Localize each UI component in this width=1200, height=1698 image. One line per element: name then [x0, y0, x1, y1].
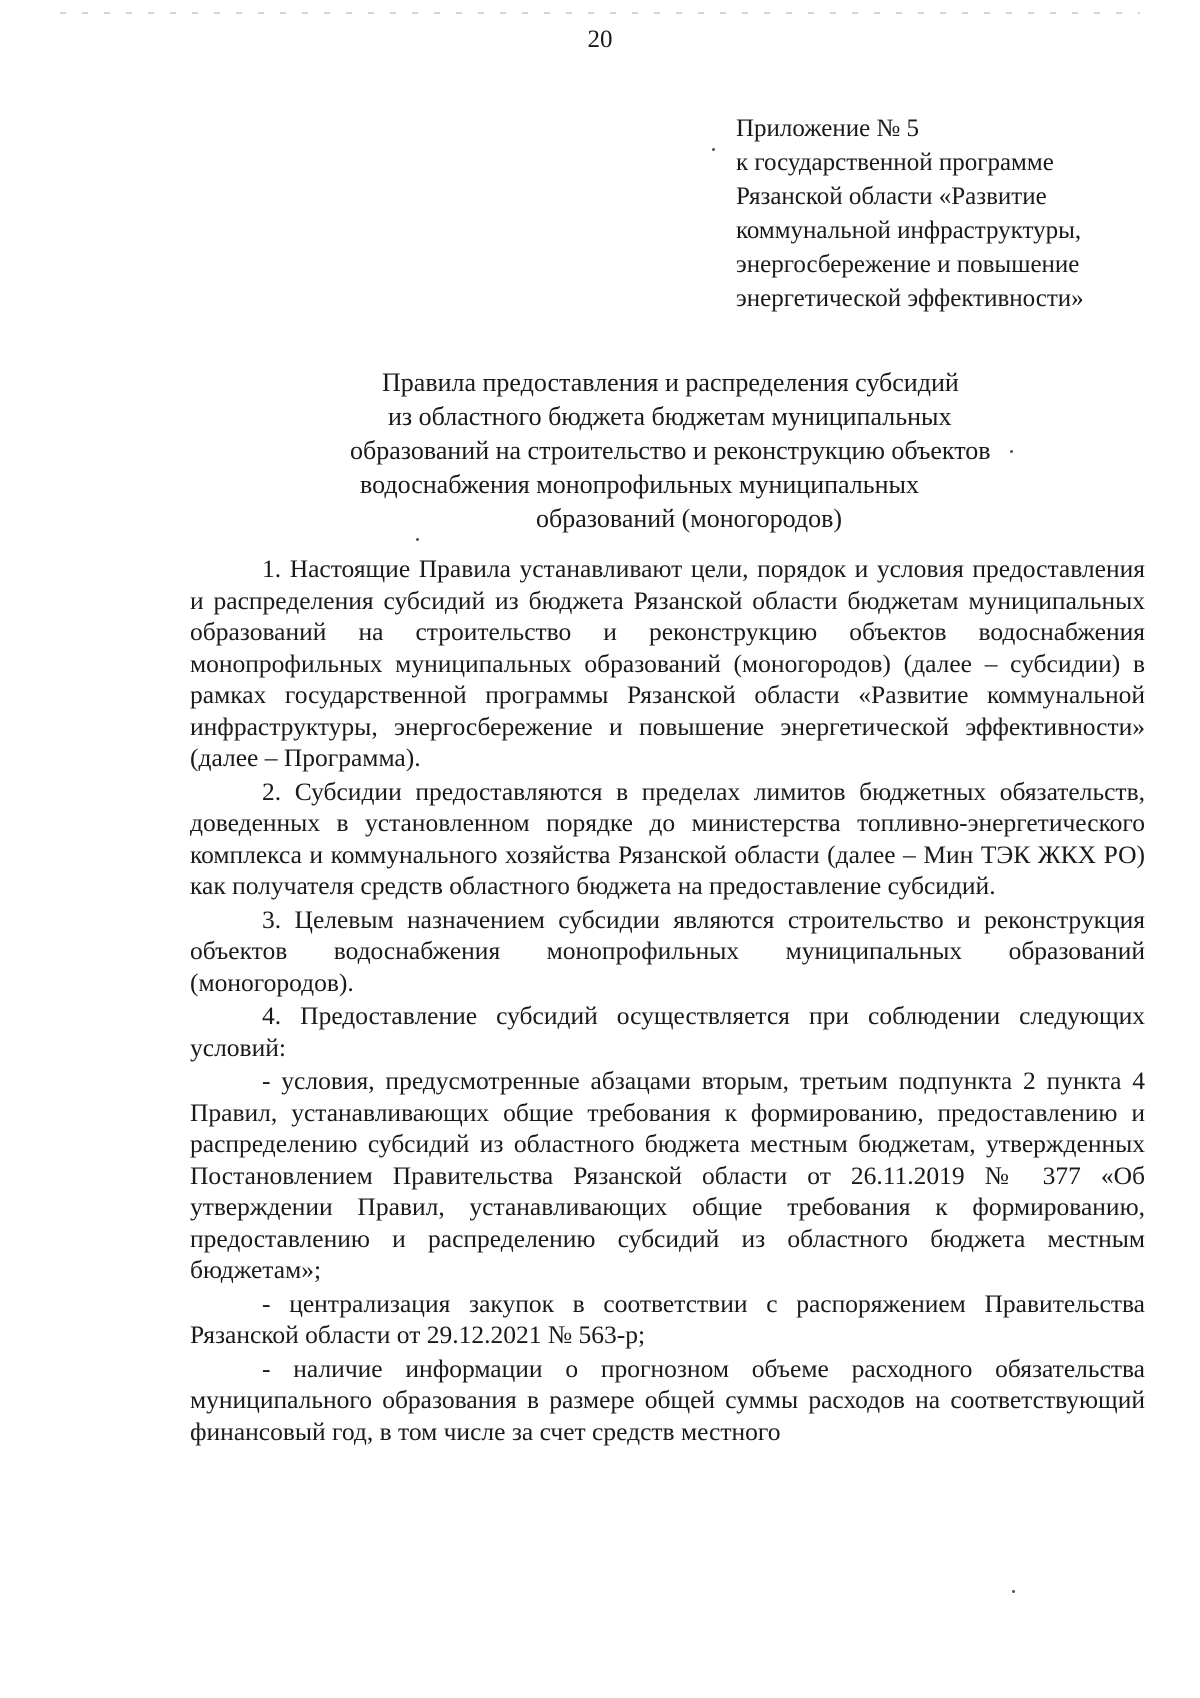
- appendix-line: коммунальной инфраструктуры,: [736, 217, 1082, 244]
- condition-item-1: - условия, предусмотренные абзацами вторым, третьим подпункта 2 пункта 4 Правил, устанавливающих общие требования к формированию, предоставлению и распределению субсидий из областного бюджета местным бюджетам, утвержденных Постановлением Правительства Рязанской области от 26.11.2019 № 377 «Об утверждении Правил, устанавливающих общие требования к формированию, предоставлению и распределению субсидий из областного бюджета местным бюджетам»;: [190, 1066, 1145, 1284]
- scan-speck: [1012, 1590, 1015, 1593]
- title-line: Правила предоставления и распределения субсидий: [382, 368, 959, 397]
- paragraph-1: 1. Настоящие Правила устанавливают цели, порядок и условия предоставления и распределения субсидий из бюджета Рязанской области бюджетам муниципальных образований на строительство и реконструкцию объектов водоснабжения монопрофильных муниципальных образований (моногородов) (далее – субсидии) в рамках государственной программы Рязанской области «Развитие коммунальной инфраструктуры, энергосбережение и повышение энергетической эффективности» (далее – Программа).: [190, 554, 1145, 772]
- document-title: [300, 366, 1060, 536]
- page-number: 20: [587, 26, 613, 53]
- title-line: образований (моногородов): [536, 504, 843, 533]
- paragraph-4: 4. Предоставление субсидий осуществляется при соблюдении следующих условий:: [190, 1001, 1145, 1062]
- paragraph-2: 2. Субсидии предоставляются в пределах лимитов бюджетных обязательств, доведенных в установленном порядке до министерства топливно-энергетического комплекса и коммунального хозяйства Рязанской области (далее – Мин ТЭК ЖКХ РО) как получателя средств областного бюджета на предоставление субсидий.: [190, 776, 1145, 900]
- scan-speck: [1010, 450, 1013, 453]
- document-body: [190, 553, 1145, 1447]
- condition-item-2: - централизация закупок в соответствии с распоряжением Правительства Рязанской области от 29.12.2021 № 563-р;: [190, 1288, 1145, 1349]
- paragraph-3: 3. Целевым назначением субсидии являются строительство и реконструкция объектов водоснабжения монопрофильных муниципальных образований (моногородов).: [190, 904, 1145, 997]
- appendix-line: к государственной программе: [736, 149, 1054, 176]
- title-line: водоснабжения монопрофильных муниципальных: [360, 470, 920, 499]
- condition-item-3: - наличие информации о прогнозном объеме расходного обязательства муниципального образования в размере общей суммы расходов на соответствующий финансовый год, в том числе за счет средств местного: [190, 1353, 1145, 1446]
- title-line: из областного бюджета бюджетам муниципальных: [388, 402, 952, 431]
- appendix-line: Рязанской области «Развитие: [736, 183, 1047, 210]
- appendix-line: Приложение № 5: [736, 115, 920, 142]
- scan-speck: [416, 538, 419, 541]
- scan-edge-artifact: [60, 12, 1140, 14]
- appendix-note: [736, 112, 1176, 316]
- scan-speck: [712, 148, 715, 151]
- appendix-line: энергосбережение и повышение: [736, 251, 1080, 278]
- title-line: образований на строительство и реконструкцию объектов: [350, 436, 991, 465]
- appendix-line: энергетической эффективности»: [736, 285, 1084, 312]
